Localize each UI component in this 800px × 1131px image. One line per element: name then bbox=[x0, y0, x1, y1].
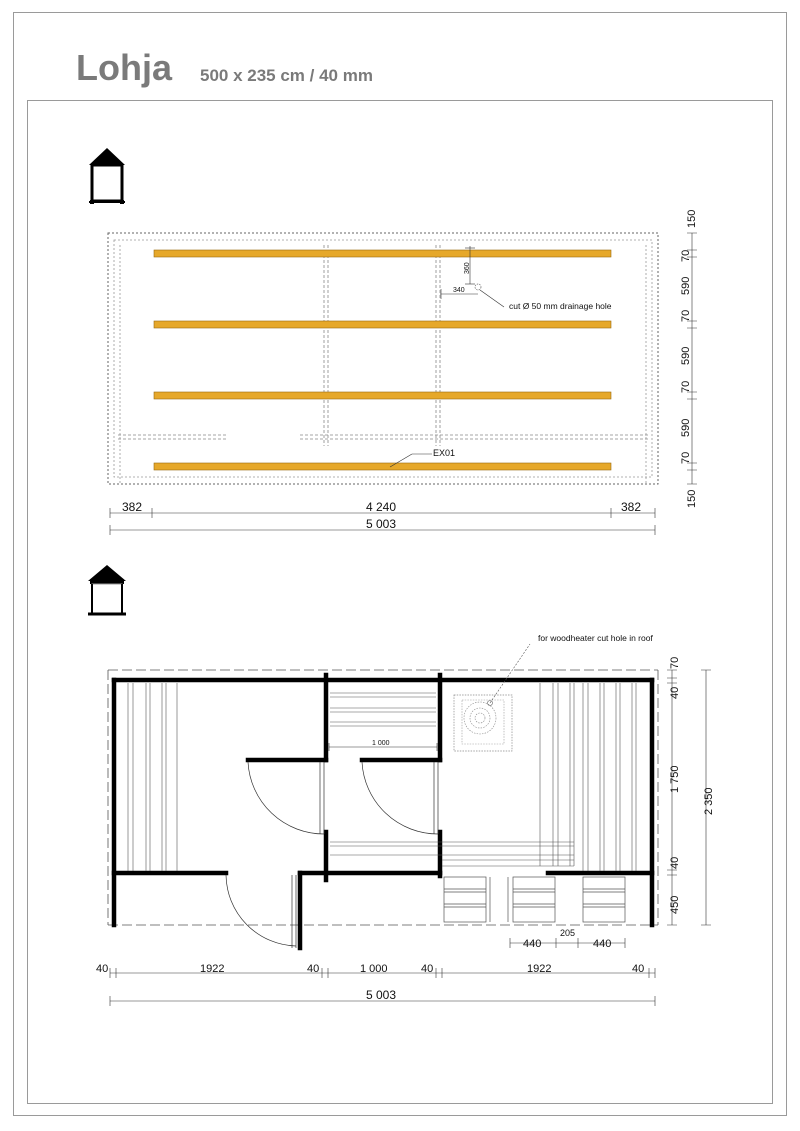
roof-right-dim: 70 bbox=[680, 309, 692, 322]
floor-bottom-dim: 40 bbox=[632, 963, 645, 975]
floor-right-dim: 1 750 bbox=[669, 765, 681, 793]
roof-beam bbox=[154, 463, 611, 470]
left-room-bench bbox=[128, 683, 177, 871]
roof-plan bbox=[108, 210, 698, 535]
page-subtitle: 500 x 235 cm / 40 mm bbox=[200, 66, 373, 85]
inner-door-dimension bbox=[329, 740, 437, 751]
bench-dimensions bbox=[510, 928, 625, 950]
inner-door-width-label: 1 000 bbox=[372, 740, 390, 747]
roof-beam bbox=[154, 392, 611, 399]
roof-right-dim: 590 bbox=[680, 346, 692, 365]
sauna-benches bbox=[442, 683, 636, 871]
floor-right-total: 2 350 bbox=[703, 787, 715, 815]
woodheater bbox=[454, 633, 653, 751]
floor-bottom-dim: 40 bbox=[96, 963, 109, 975]
floor-bottom-dimensions bbox=[96, 963, 655, 1006]
floor-bottom-dim: 1922 bbox=[527, 963, 552, 975]
floor-right-dim: 40 bbox=[669, 856, 681, 869]
roof-right-dimensions bbox=[680, 210, 698, 508]
floor-right-dimensions bbox=[667, 657, 715, 925]
roof-view-icon bbox=[88, 565, 126, 615]
floor-bottom-dim: 1 000 bbox=[360, 963, 388, 975]
roof-total-length: 5 003 bbox=[366, 517, 397, 531]
roof-right-dim: 70 bbox=[680, 451, 692, 464]
bench-steps bbox=[444, 877, 625, 922]
walls bbox=[114, 675, 652, 948]
bench-dim: 440 bbox=[523, 938, 542, 950]
floor-right-dim: 450 bbox=[669, 895, 681, 914]
roof-right-dim: 70 bbox=[680, 249, 692, 262]
floor-right-dim: 40 bbox=[669, 686, 681, 699]
hole-offset-h-label: 340 bbox=[453, 287, 465, 294]
roof-right-dim: 150 bbox=[686, 209, 698, 228]
beam-label: EX01 bbox=[433, 448, 456, 458]
front-elevation-icon bbox=[89, 148, 125, 204]
roof-right-dim: 150 bbox=[686, 489, 698, 508]
roof-right-dim: 70 bbox=[680, 380, 692, 393]
roof-dim-middle: 4 240 bbox=[366, 500, 397, 514]
bench-dim: 440 bbox=[593, 938, 612, 950]
floor-bottom-dim: 1922 bbox=[200, 963, 225, 975]
roof-beams bbox=[154, 250, 611, 470]
floor-bottom-dim: 40 bbox=[421, 963, 434, 975]
floor-total-length: 5 003 bbox=[366, 988, 397, 1002]
hole-offset-v-label: 360 bbox=[464, 262, 471, 274]
drainage-hole bbox=[475, 284, 481, 290]
floor-right-dim: 70 bbox=[669, 656, 681, 669]
roof-right-dim: 590 bbox=[680, 418, 692, 437]
roof-beam bbox=[154, 321, 611, 328]
roof-dim-left: 382 bbox=[122, 500, 143, 514]
middle-room-bench bbox=[330, 693, 574, 855]
drainage-hole-annotation: cut Ø 50 mm drainage hole bbox=[509, 301, 612, 311]
floor-bottom-dim: 40 bbox=[307, 963, 320, 975]
roof-dim-right: 382 bbox=[621, 500, 642, 514]
page-title: Lohja bbox=[76, 47, 172, 88]
bench-dim: 205 bbox=[560, 928, 576, 938]
roof-beam bbox=[154, 250, 611, 257]
woodheater-annotation: for woodheater cut hole in roof bbox=[538, 633, 653, 643]
roof-bottom-dimensions bbox=[110, 500, 655, 535]
floor-plan bbox=[96, 633, 715, 1006]
roof-right-dim: 590 bbox=[680, 276, 692, 295]
